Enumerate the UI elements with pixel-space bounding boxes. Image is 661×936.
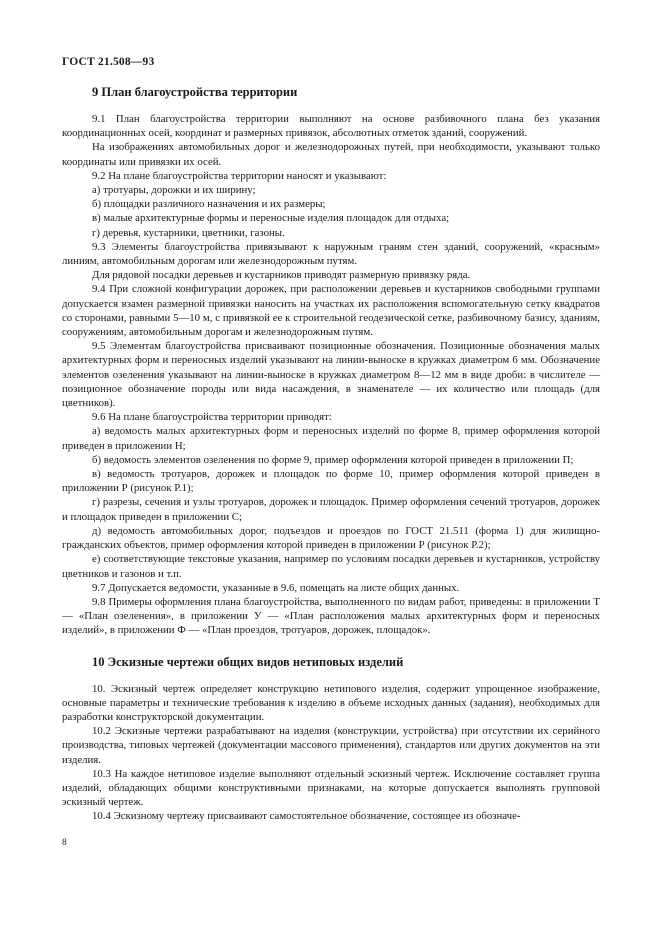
paragraph: 9.7 Допускается ведомости, указанные в 9.6, помещать на листе общих данных.: [92, 581, 460, 594]
paragraph: Для рядовой посадки деревьев и кустарников приводят размерную привязку ряда.: [92, 269, 471, 282]
section-10-body: [62, 682, 600, 824]
paragraph: 9.4 При сложной конфигурации дорожек, при расположении деревьев и кустарников свободными группами допускается взамен размерной привязки наносить на участках их расположения вспомогательную сетку квадратов со сторонами, равными 5—10 м, с привязкой ее к строительной геодезической сетке, разбивочному базису, зданиям, сооружениям, автомобильным дорогам и железнодорожным путям.: [62, 283, 600, 339]
paragraph: 9.8 Примеры оформления плана благоустройства, выполненного по видам работ, приведены: в приложении Т — «План озеленения», в приложении У — «План расположения малых архитектурных форм и переносных изделий», в приложении Ф — «План проездов, тротуаров, дорожек, площадок».: [62, 595, 600, 637]
paragraph: 10. Эскизный чертеж определяет конструкцию нетипового изделия, содержит упрощенное изображение, основные параметры и технические требования к изделию в объеме исходных данных (задания), необходимых для разработки конструкторской документации.: [62, 682, 600, 723]
paragraph: 9.5 Элементам благоустройства присваивают позиционные обозначения. Позиционные обозначения малых архитектурных форм и переносных изделий указывают на линии-выноске в кружках диаметром 6 мм. Обозначение элементов озеленения указывают на линии-выноске в кружках диаметром 8—12 мм в виде дроби: в числителе — позиционное обозначение породы или вида насаждения, в знаменателе — их количество или площадь (для цветников).: [62, 340, 600, 410]
paragraph: 10.2 Эскизные чертежи разрабатывают на изделия (конструкции, устройства) при отсутствии их серийного производства, типовых чертежей (документации массового применения), стандартов или других документов на эти изделия.: [62, 725, 600, 766]
paragraph: а) тротуары, дорожки и их ширину;: [92, 184, 256, 197]
paragraph: 9.6 На плане благоустройства территории приводят:: [92, 411, 332, 424]
paragraph: в) ведомость тротуаров, дорожек и площадок по форме 10, пример оформления которой приведен в приложении Р (рисунок Р.1);: [62, 468, 600, 495]
paragraph: г) деревья, кустарники, цветники, газоны.: [92, 226, 285, 239]
paragraph: 9.2 На плане благоустройства территории наносят и указывают:: [92, 169, 387, 182]
paragraph: г) разрезы, сечения и узлы тротуаров, дорожек и площадок. Пример оформления сечений тротуаров, дорожек и площадок приведен в приложении С;: [62, 496, 600, 523]
paragraph: б) площадки различного назначения и их размеры;: [92, 198, 326, 211]
paragraph: в) малые архитектурные формы и переносные изделия площадок для отдыха;: [92, 212, 450, 225]
document-code: ГОСТ 21.508—93: [62, 56, 155, 68]
paragraph: а) ведомость малых архитектурных форм и переносных изделий по форме 8, пример оформления которой приведен в приложении Н;: [62, 425, 600, 452]
paragraph: 9.1 План благоустройства территории выполняют на основе разбивочного плана без указания координационных осей, координат и размерных привязок, абсолютных отметок зданий, сооружений.: [62, 113, 600, 140]
paragraph: 10.4 Эскизному чертежу присваивают самостоятельное обозначение, состоящее из обозначе-: [92, 810, 521, 823]
paragraph: 9.3 Элементы благоустройства привязывают к наружным граням стен зданий, сооружений, «красным» линиям, автомобильным дорогам или железнодорожным путям.: [62, 240, 600, 268]
paragraph: б) ведомость элементов озеленения по форме 9, пример оформления которой приведен в приложении П;: [92, 453, 574, 466]
page-content: [62, 84, 600, 824]
paragraph: д) ведомость автомобильных дорог, подъездов и проездов по ГОСТ 21.511 (форма 1) для жилищно-гражданских объектов, пример оформления которой приведен в приложении Р (рисунок Р.2);: [62, 524, 600, 552]
section-9-title: 9 План благоустройства территории: [92, 85, 298, 99]
page-number: 8: [62, 838, 67, 848]
section-9-body: [62, 112, 600, 638]
paragraph: На изображениях автомобильных дорог и железнодорожных путей, при необходимости, указывают только координаты или привязки их осей.: [62, 141, 600, 168]
paragraph: 10.3 На каждое нетиповое изделие выполняют отдельный эскизный чертеж. Исключение составляет группа изделий, обладающих общими конструктивными признаками, на которые допускается выполнять групповой эскизный чертеж.: [62, 767, 600, 809]
section-10-title: 10 Эскизные чертежи общих видов нетиповых изделий: [92, 654, 404, 669]
paragraph: е) соответствующие текстовые указания, например по условиям посадки деревьев и кустарников, устройству цветников и газонов и т.п.: [62, 553, 600, 580]
